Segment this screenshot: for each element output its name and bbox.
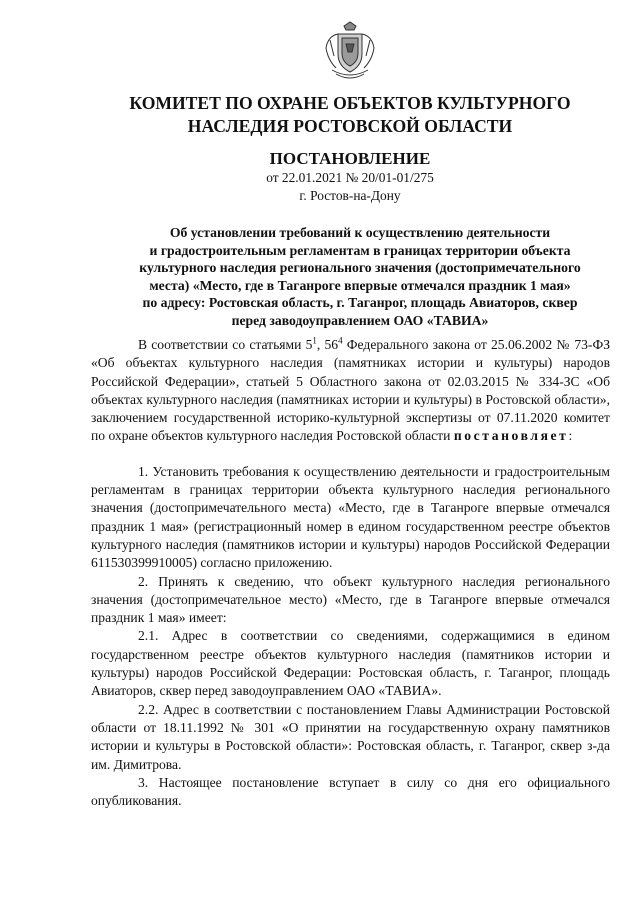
subject-line: места) «Место, где в Таганроге впервые отмечался праздник 1 мая»: [149, 277, 571, 293]
clause-2-1: 2.1. Адрес в соответствии со сведениями, содержащимися в едином государственном реестре объектов культурного наследия (памятников истории и культуры) народов Российской Федерации: Ростовская область, г. Таганрог, площадь Авиаторов, сквер перед заводоуправлением ОАО «ТАВИА».: [91, 628, 610, 699]
preamble-text: Федерального закона от 25.06.2002 № 73-ФЗ «Об объектах культурного наследия (памятниках истории и культуры) народов Российской Федерации», статьей 5 Областного закона от 02.03.2015 № 334-ЗС «Об объектах культурного наследия (памятниках истории и культуры) в Ростовской области», заключением государственной историко-культурной экспертизы от 07.11.2020 комитет по охране объектов культурного наследия Ростовской области: [91, 337, 610, 444]
superscript: 4: [338, 335, 343, 346]
clause-2-2: 2.2. Адрес в соответствии с постановлением Главы Администрации Ростовской области от 18.11.1992 № 301 «О принятии на государственную охрану памятников истории и культуры в Ростовской области»: Ростовская область, г. Таганрог, сквер з-да им. Димитрова.: [91, 701, 610, 772]
decree-word: постановляет: [453, 428, 569, 444]
organization-name-line-1: КОМИТЕТ ПО ОХРАНЕ ОБЪЕКТОВ КУЛЬТУРНОГО: [129, 93, 571, 113]
clause-3: 3. Настоящее постановление вступает в силу со дня его официального опубликования.: [91, 774, 610, 809]
preamble-text: В соответствии со статьями 5: [138, 337, 313, 352]
document-body: [91, 336, 610, 810]
superscript: 1: [312, 335, 317, 346]
document-date-number: от 22.01.2021 № 20/01-01/275: [266, 170, 434, 185]
organization-name: [90, 92, 610, 138]
document-subject: [95, 224, 625, 330]
subject-line: и градостроительным регламентам в границах территории объекта: [149, 242, 571, 258]
preamble-text: , 56: [316, 337, 339, 352]
organization-name-line-2: НАСЛЕДИЯ РОСТОВСКОЙ ОБЛАСТИ: [187, 116, 513, 136]
subject-line: по адресу: Ростовская область, г. Таганрог, площадь Авиаторов, сквер: [142, 295, 578, 311]
subject-line: перед заводоуправлением ОАО «ТАВИА»: [231, 312, 489, 328]
subject-line: культурного наследия регионального значения (достопримечательного: [139, 260, 581, 276]
subject-line: Об установлении требований к осуществлению деятельности: [169, 225, 551, 240]
clause-2: 2. Принять к сведению, что объект культурного наследия регионального значения (достопримечательное место) «Место, где в Таганроге впервые отмечался праздник 1 мая» имеет:: [91, 573, 610, 626]
document-city: г. Ростов-на-Дону: [299, 188, 401, 203]
preamble-end: :: [568, 428, 573, 444]
document-type: ПОСТАНОВЛЕНИЕ: [269, 149, 431, 168]
clause-1: 1. Установить требования к осуществлению деятельности и градостроительным регламентам в границах территории объекта культурного наследия регионального значения (достопримечательного места) «Место, где в Таганроге впервые отмечался праздник 1 мая» (регистрационный номер в едином государственном реестре объектов культурного наследия (памятников истории и культуры) народов Российской Федерации 611530399910005) согласно приложению.: [91, 463, 610, 571]
coat-of-arms-emblem: [322, 20, 378, 82]
preamble-paragraph: [91, 336, 610, 446]
